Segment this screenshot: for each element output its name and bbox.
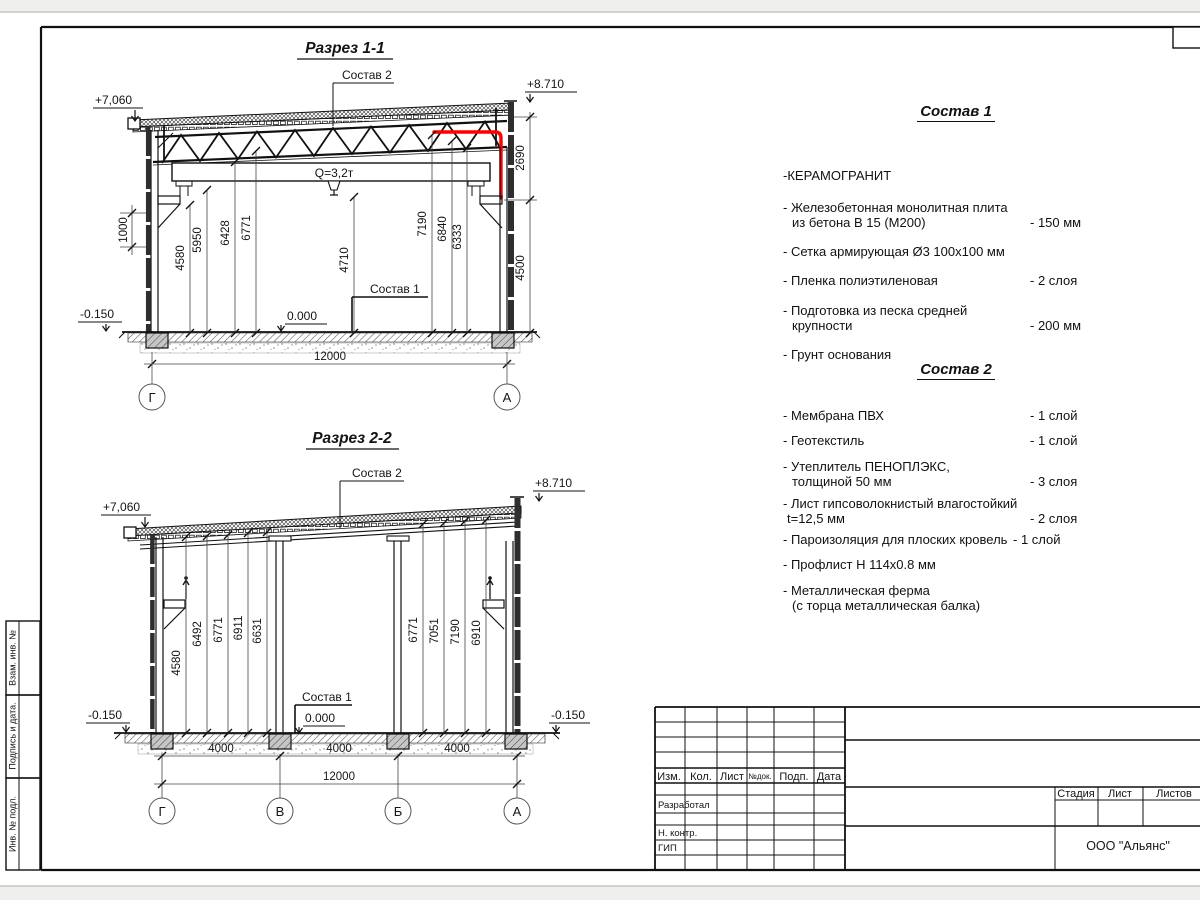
dim-label: 6771 [241, 215, 253, 241]
dim-label: 6771 [408, 617, 420, 643]
section-2-title: Разрез 2-2 [312, 430, 392, 447]
item-text: - Металлическая ферма [783, 583, 930, 598]
item-text: из бетона В 15 (М200) [792, 215, 926, 230]
item-value: - 1 слой [1030, 433, 1078, 448]
material-item [783, 244, 1102, 259]
item-text: - Подготовка из песка средней [783, 303, 968, 318]
material-item [783, 459, 1102, 489]
dim-label: 4580 [171, 650, 183, 676]
level-arrow [278, 325, 285, 331]
item-value: - 1 слой [1013, 532, 1061, 547]
dim-label: 5950 [192, 227, 204, 253]
leader-sostav2: Состав 2 [352, 466, 402, 480]
foundation-pad [269, 734, 291, 749]
dim-label: 6771 [213, 617, 225, 643]
item-value: - 150 мм [1030, 215, 1082, 230]
dim-label: 1000 [118, 217, 130, 243]
level-arrow [536, 493, 543, 501]
level-arrow [103, 324, 110, 331]
dim-label: 4000 [326, 743, 352, 755]
dim-label: 2690 [515, 145, 527, 171]
material-item [783, 303, 1102, 333]
tb-col: Лист [720, 771, 744, 783]
item-value: - 200 мм [1030, 318, 1082, 333]
dim-label: 6492 [192, 621, 204, 647]
dim-label: 12000 [314, 351, 346, 363]
tb-col: Подп. [779, 771, 809, 783]
item-text: - Грунт основания [783, 347, 892, 362]
level-zero: 0.000 [305, 711, 336, 725]
dim-label: 6840 [437, 216, 449, 242]
eave-cap [124, 527, 136, 538]
material-item [783, 273, 1102, 288]
item-text: - Сетка армирующая Ø3 100х100 мм [783, 244, 1005, 259]
grid-letter: А [502, 390, 512, 405]
composition-panel [780, 100, 1102, 630]
level-below: -0.150 [80, 307, 115, 321]
roof [124, 506, 521, 549]
dim-label: 12000 [323, 771, 355, 783]
item-text: толщиной 50 мм [792, 474, 892, 489]
section-1-1 [78, 40, 577, 410]
leader-sostav1: Состав 1 [370, 282, 420, 296]
material-item [783, 557, 1102, 572]
tb-company: ООО "Альянс" [1086, 839, 1170, 853]
floor-slab [119, 332, 540, 353]
title-block [655, 707, 1200, 870]
level-arrow [527, 94, 534, 102]
attribute-strip [6, 621, 40, 870]
dim-label: 4710 [339, 247, 351, 273]
section-1-title: Разрез 1-1 [305, 40, 385, 57]
level-below-right: -0.150 [551, 708, 586, 722]
leader-sostav1: Состав 1 [302, 690, 352, 704]
strip-label: Инв. № подл. [7, 795, 18, 853]
crane-beam [172, 163, 490, 196]
level-eave: +7,060 [95, 93, 133, 107]
item-value: - 2 слоя [1030, 273, 1078, 288]
foundation-pad [146, 333, 168, 348]
dim-label: 6333 [452, 224, 464, 250]
grid-letter: Г [158, 804, 166, 819]
tb-role: Н. контр. [658, 828, 698, 839]
item-text: крупности [792, 318, 853, 333]
dim-label: 7190 [417, 211, 429, 237]
level-top: +8.710 [535, 476, 573, 490]
grid-letter: А [512, 804, 522, 819]
level-arrow [123, 725, 130, 732]
material-item [783, 583, 1102, 613]
item-text: t=12,5 мм [787, 511, 845, 526]
material-item [783, 532, 1102, 547]
tb-col: №док. [748, 772, 772, 781]
material-item [783, 496, 1102, 526]
item-value: - 3 слоя [1030, 474, 1078, 489]
item-text: -КЕРАМОГРАНИТ [783, 168, 892, 183]
material-item [783, 347, 1102, 362]
level-below-left: -0.150 [88, 708, 123, 722]
dim-label: 6631 [252, 618, 264, 644]
dim-label: 6910 [471, 620, 483, 646]
tb-role: Разработал [658, 800, 710, 811]
material-item [783, 408, 1102, 423]
dim-label: 6428 [220, 220, 232, 246]
up-arrow [487, 580, 493, 599]
tb-stage: Стадия [1057, 788, 1095, 800]
strip-label: Подпись и дата. [7, 702, 18, 770]
comp2-title: Состав 2 [810, 362, 1102, 377]
tb-stage: Лист [1108, 788, 1132, 800]
tb-role: ГИП [658, 843, 677, 854]
material-item [783, 200, 1102, 230]
level-eave: +7,060 [103, 500, 141, 514]
item-text: - Пленка полиэтиленовая [783, 273, 938, 288]
item-text: - Геотекстиль [783, 433, 865, 448]
tb-col: Дата [816, 771, 842, 783]
item-value: - 2 слоя [1030, 511, 1078, 526]
dim-label: 7051 [429, 618, 441, 644]
dim-label: 4500 [515, 255, 527, 281]
item-text: - Лист гипсоволокнистый влагостойкий [783, 496, 1018, 511]
crane-capacity: Q=3,2т [314, 166, 354, 180]
grid-letter: Б [393, 804, 403, 819]
level-zero: 0.000 [287, 309, 318, 323]
level-arrow [142, 517, 149, 527]
material-item [783, 168, 1102, 183]
grid-letter: Г [148, 390, 156, 405]
item-text: - Мембрана ПВХ [783, 408, 884, 423]
item-text: - Пароизоляция для плоских кровель [783, 532, 1008, 547]
grid-letter: В [275, 804, 285, 819]
dim-label: 6911 [233, 615, 245, 641]
tb-stage: Листов [1156, 788, 1192, 800]
item-value: - 1 слой [1030, 408, 1078, 423]
item-text: - Утеплитель ПЕНОПЛЭКС, [783, 459, 950, 474]
section-2-2 [86, 430, 590, 824]
strip-label: Взам. инв. № [7, 630, 18, 686]
foundation-pad [492, 333, 514, 348]
item-text: - Железобетонная монолитная плита [783, 200, 1008, 215]
foundation-pad [505, 734, 527, 749]
item-text: (с торца металлическая балка) [792, 598, 981, 613]
comp1-title: Состав 1 [810, 104, 1102, 119]
crane-hook [328, 181, 340, 190]
foundation-pad [387, 734, 409, 749]
tb-col: Кол. [690, 771, 712, 783]
item-text: - Профлист Н 114х0.8 мм [783, 557, 936, 572]
level-arrow [296, 727, 303, 733]
grid-bubbles [149, 798, 530, 824]
leader-sostav2: Состав 2 [342, 68, 392, 82]
level-arrow [553, 725, 560, 732]
dim-label: 7190 [450, 619, 462, 645]
dim-label: 4000 [208, 743, 234, 755]
dim-label: 4000 [444, 743, 470, 755]
material-item [783, 433, 1102, 448]
level-top: +8.710 [527, 77, 565, 91]
dim-label: 4580 [175, 245, 187, 271]
corner-stamp-box [1173, 27, 1200, 48]
dimension-lines [154, 520, 525, 798]
tb-col: Изм. [657, 771, 681, 783]
brackets [158, 196, 502, 228]
foundation-pad [151, 734, 173, 749]
